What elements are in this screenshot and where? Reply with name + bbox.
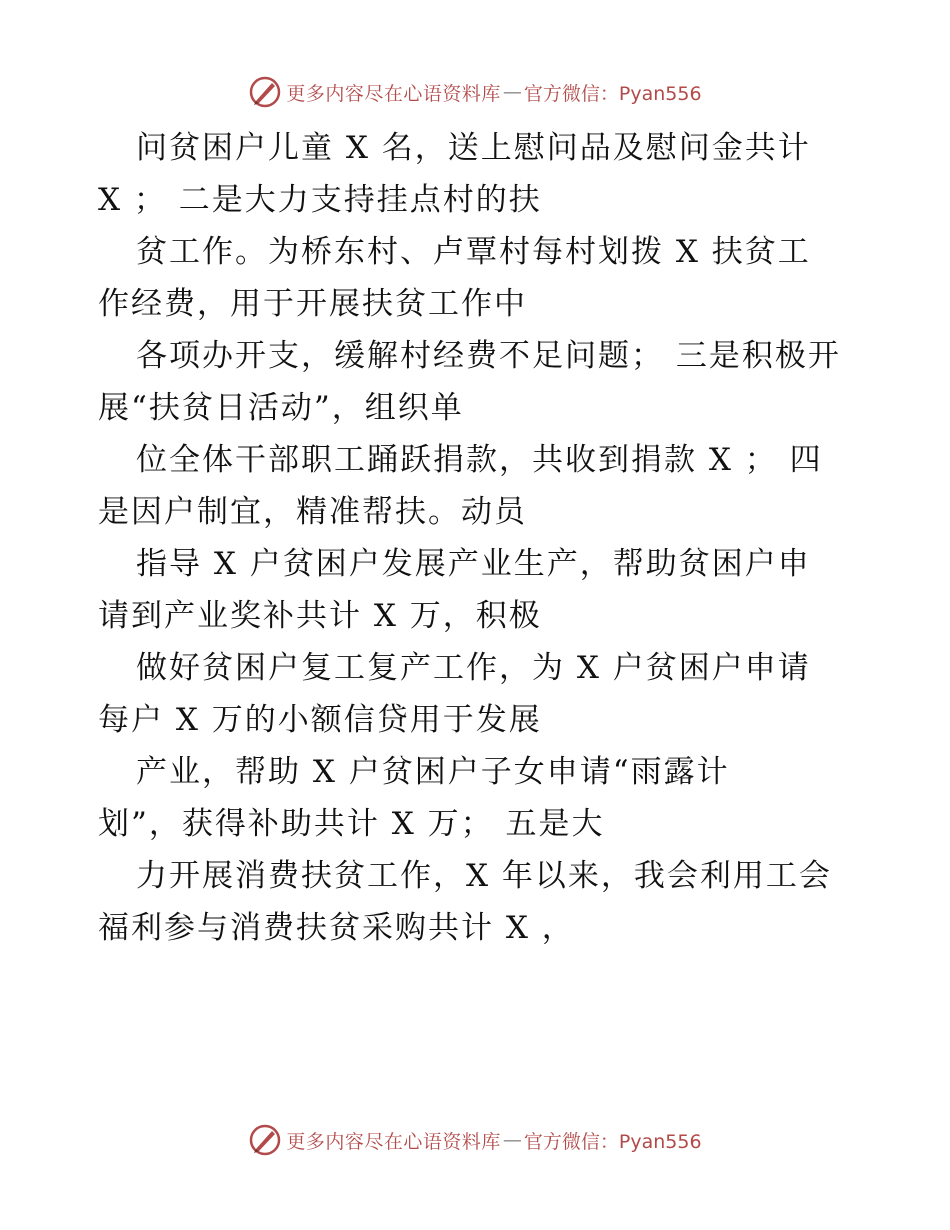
text-line: 请到产业奖补共计 X 万，积极 bbox=[98, 598, 542, 634]
text-line: 是因户制宜，精准帮扶。动员 bbox=[98, 494, 527, 530]
text-line: 福利参与消费扶贫采购共计 X ， bbox=[98, 910, 575, 946]
text-line: 问贫困户儿童 X 名，送上慰问品及慰问金共计 bbox=[136, 130, 811, 166]
pen-logo-icon bbox=[248, 75, 282, 109]
text-line: 各项办开支，缓解村经费不足问题； 三是积极开 bbox=[136, 338, 841, 374]
text-line: 位全体干部职工踊跃捐款，共收到捐款 X ； 四 bbox=[136, 442, 823, 478]
watermark-contact: 官方微信：Pyan556 bbox=[523, 1130, 702, 1153]
watermark-contact: 官方微信：Pyan556 bbox=[523, 82, 702, 105]
text-line: 指导 X 户贫困户发展产业生产，帮助贫困户申 bbox=[136, 546, 811, 582]
text-line: 做好贫困户复工复产工作，为 X 户贫困户申请 bbox=[136, 650, 811, 686]
text-line: 贫工作。为桥东村、卢覃村每村划拨 X 扶贫工 bbox=[136, 234, 811, 270]
watermark-text: 更多内容尽在心语资料库 bbox=[286, 82, 501, 105]
text-line: 每户 X 万的小额信贷用于发展 bbox=[98, 702, 542, 738]
watermark-separator: — bbox=[502, 81, 522, 103]
watermark-footer bbox=[0, 1120, 950, 1160]
pen-logo-icon bbox=[248, 1123, 282, 1157]
text-line: 作经费，用于开展扶贫工作中 bbox=[98, 286, 527, 322]
watermark-text: 更多内容尽在心语资料库 bbox=[286, 1130, 501, 1153]
watermark-header bbox=[0, 72, 950, 112]
text-line: X ； 二是大力支持挂点村的扶 bbox=[98, 182, 542, 218]
text-line: 力开展消费扶贫工作，X 年以来，我会利用工会 bbox=[136, 858, 832, 894]
document-body bbox=[98, 122, 878, 954]
text-line: 产业，帮助 X 户贫困户子女申请“雨露计 bbox=[136, 754, 730, 790]
text-line: 展“扶贫日活动”，组织单 bbox=[98, 390, 464, 426]
text-line: 划”，获得补助共计 X 万； 五是大 bbox=[98, 806, 605, 842]
watermark-separator: — bbox=[502, 1129, 522, 1151]
